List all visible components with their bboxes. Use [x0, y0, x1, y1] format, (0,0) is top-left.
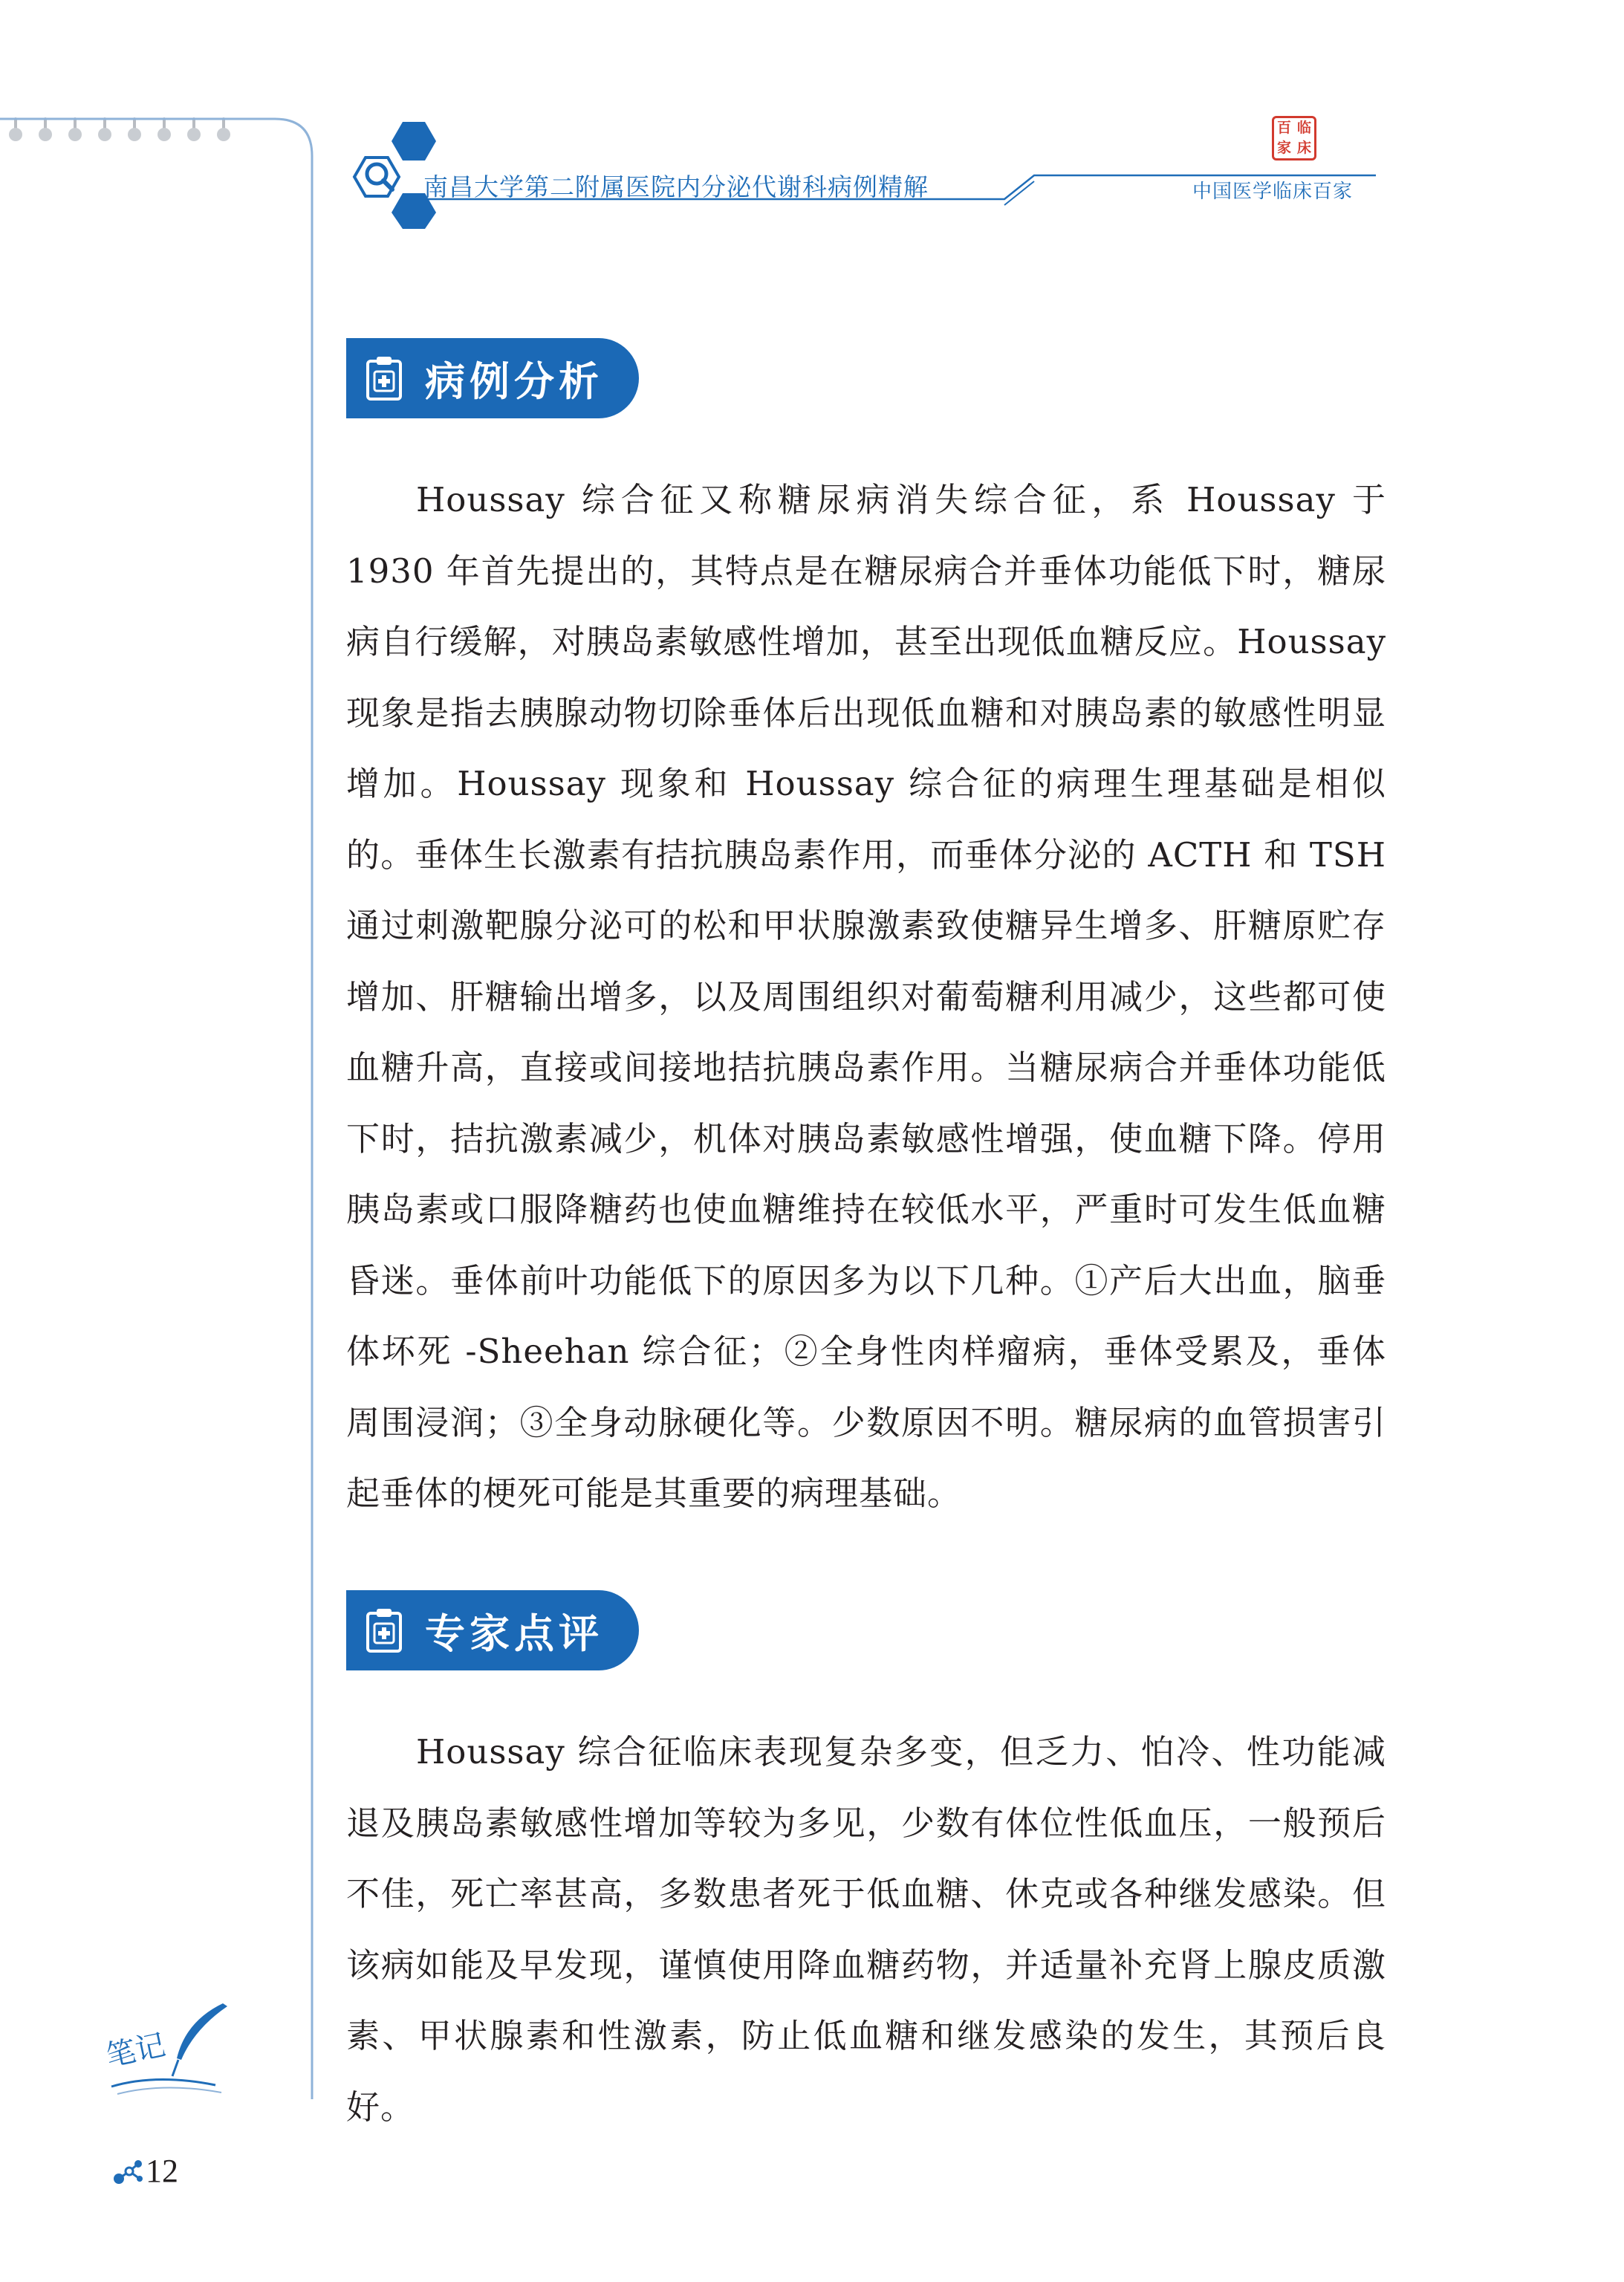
- clipboard-medical-icon: [358, 352, 410, 404]
- seal-char: 百: [1276, 120, 1291, 136]
- section-heading-expert-comment: [346, 1590, 639, 1670]
- case-analysis-paragraph: Houssay 综合征又称糖尿病消失综合征，系 Houssay 于 1930 年首先提出的，其特点是在糖尿病合并垂体功能低下时，糖尿病自行缓解，对胰岛素敏感性增加，甚至出现低血糖反应。Houssay 现象是指去胰腺动物切除垂体后出现低血糖和对胰岛素的敏感性明显增加。Houssay 现象和 Houssay 综合征的病理生理基础是相似的。垂体生长激素有拮抗胰岛素作用，而垂体分泌的 ACTH 和 TSH 通过刺激靶腺分泌可的松和甲状腺激素致使糖异生增多、肝糖原贮存增加、肝糖输出增多，以及周围组织对葡萄糖利用减少，这些都可使血糖升高，直接或间接地拮抗胰岛素作用。当糖尿病合并垂体功能低下时，拮抗激素减少，机体对胰岛素敏感性增强，使血糖下降。停用胰岛素或口服降糖药也使血糖维持在较低水平，严重时可发生低血糖昏迷。垂体前叶功能低下的原因多为以下几种。①产后大出血，脑垂体坏死 -Sheehan 综合征；②全身性肉样瘤病，垂体受累及，垂体周围浸润；③全身动脉硬化等。少数原因不明。糖尿病的血管损害引起垂体的梗死可能是其重要的病理基础。: [346, 480, 1386, 1513]
- section-heading-label: 专家点评: [425, 1610, 603, 1657]
- molecule-icon: [111, 2158, 146, 2188]
- seal-char: 床: [1296, 140, 1311, 156]
- section-heading-label: 病例分析: [425, 357, 603, 405]
- section-heading-case-analysis: [346, 338, 639, 418]
- seal-char: 家: [1276, 140, 1291, 156]
- seal-char: 临: [1296, 120, 1311, 136]
- series-name: 中国医学临床百家: [1192, 181, 1354, 203]
- page-number: 12: [146, 2153, 178, 2189]
- notes-label: 笔记: [103, 2028, 169, 2074]
- expert-comment-paragraph: Houssay 综合征临床表现复杂多变，但乏力、怕冷、性功能减退及胰岛素敏感性增加等较为多见，少数有体位性低血压，一般预后不佳，死亡率甚高，多数患者死于低血糖、休克或各种继发感染。但该病如能及早发现，谨慎使用降血糖药物，并适量补充肾上腺皮质激素、甲状腺素和性激素，防止低血糖和继发感染的发生，其预后良好。: [346, 1732, 1386, 2127]
- series-seal-logo: [1272, 116, 1316, 161]
- book-title: 南昌大学第二附属医院内分泌代谢科病例精解: [423, 172, 929, 201]
- clipboard-medical-icon: [358, 1604, 410, 1656]
